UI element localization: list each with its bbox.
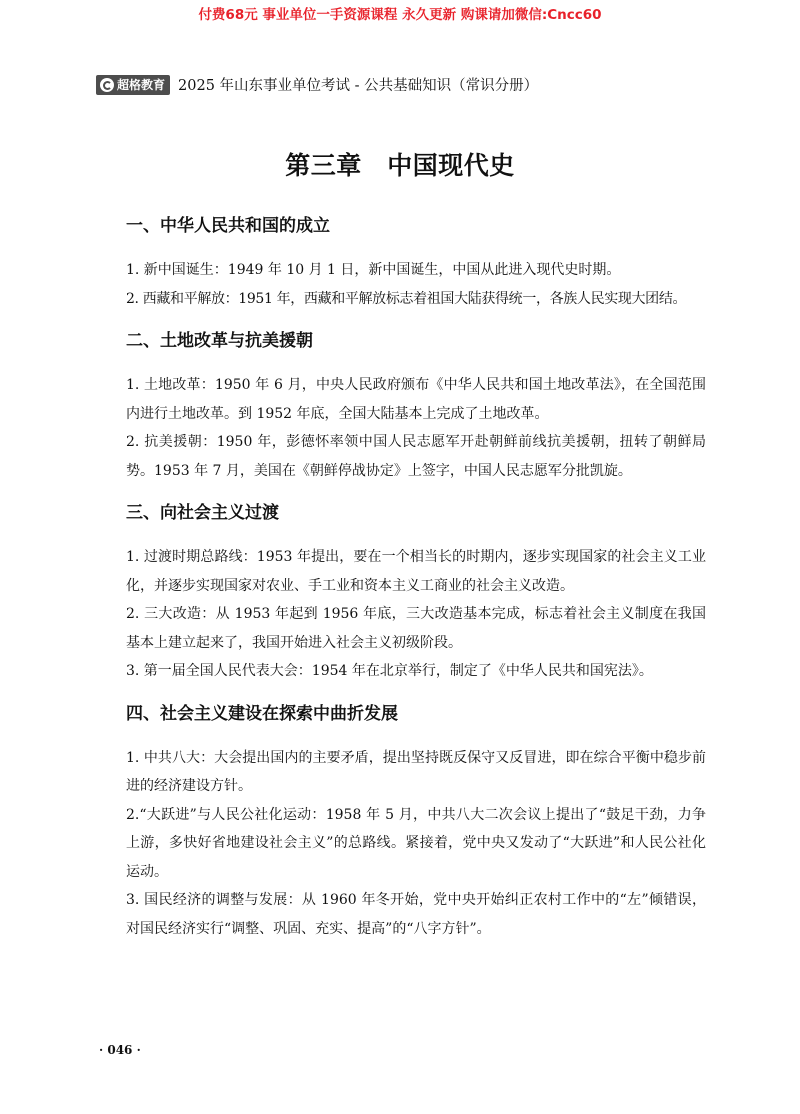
paragraph: 2. 西藏和平解放：1951 年，西藏和平解放标志着祖国大陆获得统一，各族人民实现大团结。 [126, 290, 687, 307]
section-heading: 三、向社会主义过渡 [126, 503, 279, 523]
section-heading: 一、中华人民共和国的成立 [126, 216, 330, 236]
paragraph: 1. 土地改革：1950 年 6 月，中央人民政府颁布《中华人民共和国土地改革法》，在全国范围内进行土地改革。到 1952 年底，全国大陆基本上完成了土地改革。 [126, 377, 706, 422]
section-heading: 四、社会主义建设在探索中曲折发展 [126, 703, 398, 724]
promo-banner: 付费68元 事业单位一手资源课程 永久更新 购课请加微信:Cncc60 [198, 7, 602, 23]
header-title: 2025 年山东事业单位考试 - 公共基础知识（常识分册） [178, 78, 539, 94]
logo-text: 超格教育 [117, 78, 166, 92]
logo-c-icon [100, 78, 114, 92]
publisher-logo [96, 75, 170, 95]
paragraph: 1. 新中国诞生：1949 年 10 月 1 日，新中国诞生，中国从此进入现代史时期。 [126, 262, 621, 278]
section-heading: 二、土地改革与抗美援朝 [126, 331, 313, 351]
paragraph: 3. 国民经济的调整与发展：从 1960 年冬开始，党中央开始纠正农村工作中的“左”倾错误，对国民经济实行“调整、巩固、充实、提高”的“八字方针”。 [126, 892, 706, 937]
paragraph: 1. 中共八大：大会提出国内的主要矛盾，提出坚持既反保守又反冒进，即在综合平衡中稳步前进的经济建设方针。 [126, 749, 706, 794]
paragraph: 2. 三大改造：从 1953 年起到 1956 年底，三大改造基本完成，标志着社会主义制度在我国基本上建立起来了，我国开始进入社会主义初级阶段。 [126, 606, 706, 651]
paragraph: 2.“大跃进”与人民公社化运动：1958 年 5 月，中共八大二次会议上提出了“鼓足干劲，力争上游，多快好省地建设社会主义”的总路线。紧接着，党中央又发动了“大跃进”和人民公社化运动。 [126, 806, 706, 880]
paragraph: 3. 第一届全国人民代表大会：1954 年在北京举行，制定了《中华人民共和国宪法》。 [126, 663, 653, 679]
page-number: · 046 · [99, 1043, 141, 1057]
paragraph: 2. 抗美援朝：1950 年，彭德怀率领中国人民志愿军开赴朝鲜前线抗美援朝，扭转了朝鲜局势。1953 年 7 月，美国在《朝鲜停战协定》上签字，中国人民志愿军分批凯旋。 [126, 434, 706, 479]
paragraph: 1. 过渡时期总路线：1953 年提出，要在一个相当长的时期内，逐步实现国家的社会主义工业化，并逐步实现国家对农业、手工业和资本主义工商业的社会主义改造。 [126, 549, 706, 594]
chapter-title: 第三章 中国现代史 [285, 151, 515, 180]
page-header [96, 74, 538, 95]
document-body [126, 210, 706, 943]
